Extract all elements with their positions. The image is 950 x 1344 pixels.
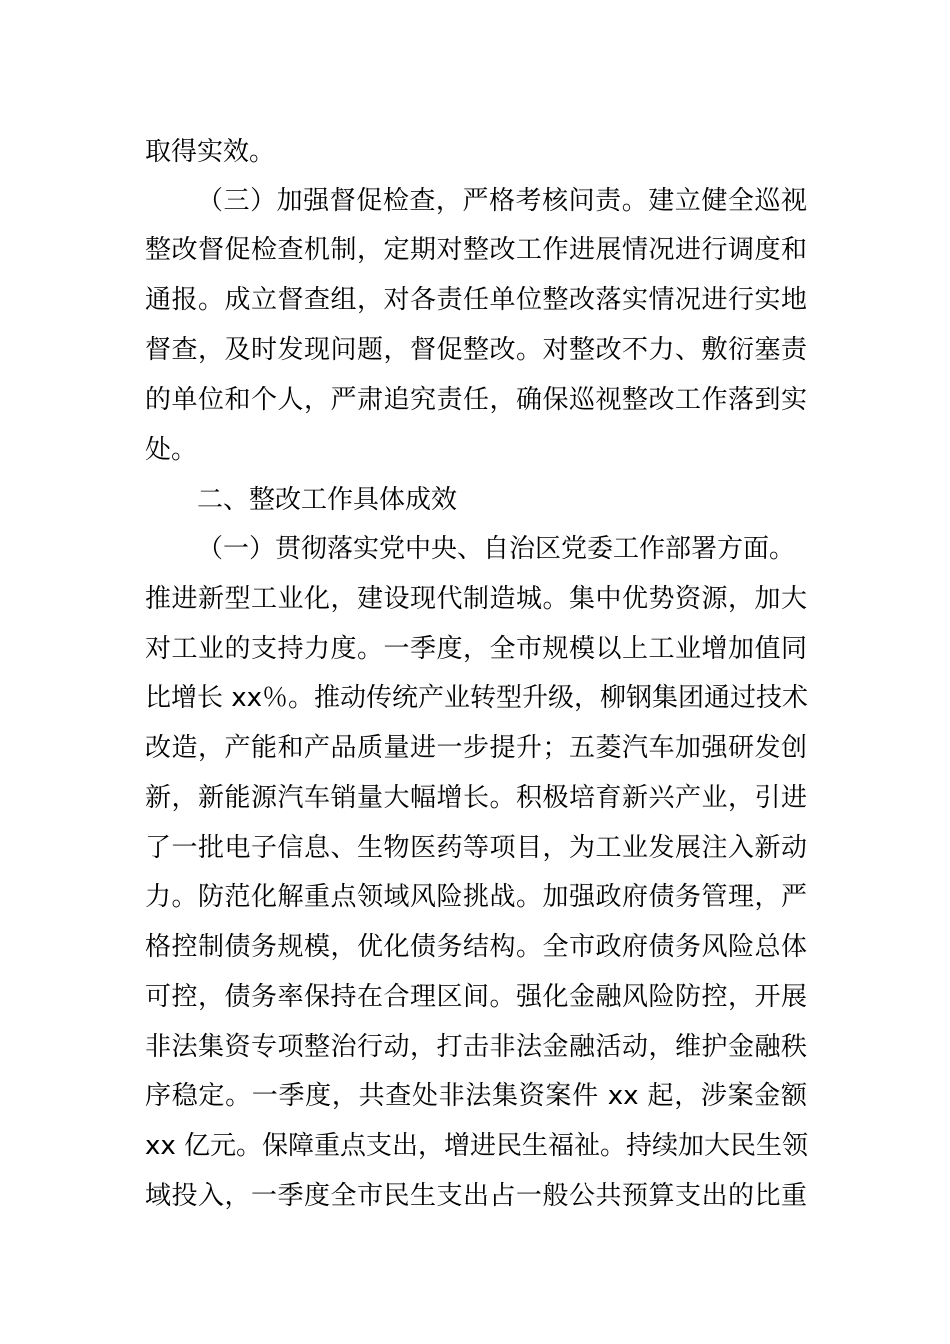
text-line: 处。 bbox=[145, 435, 198, 465]
text-line: 比增长 xx％。推动传统产业转型升级，柳钢集团通过技术 bbox=[145, 683, 809, 713]
subsection-heading: （一）贯彻落实党中央、自治区党委工作部署方面。 bbox=[197, 534, 796, 564]
text-line: 对工业的支持力度。一季度，全市规模以上工业增加值同 bbox=[145, 634, 807, 664]
text-line: 力。防范化解重点领域风险挑战。加强政府债务管理，严 bbox=[145, 882, 807, 912]
text-line: 改造，产能和产品质量进一步提升；五菱汽车加强研发创 bbox=[145, 733, 807, 763]
text-line: 推进新型工业化，建设现代制造城。集中优势资源，加大 bbox=[145, 584, 807, 614]
text-line: 新，新能源汽车销量大幅增长。积极培育新兴产业，引进 bbox=[145, 783, 807, 813]
text-line: 域投入，一季度全市民生支出占一般公共预算支出的比重 bbox=[145, 1181, 807, 1211]
text-line: 通报。成立督查组，对各责任单位整改落实情况进行实地 bbox=[145, 285, 807, 315]
text-line: 非法集资专项整治行动，打击非法金融活动，维护金融秩 bbox=[145, 1032, 807, 1062]
text-line: （三）加强督促检查，严格考核问责。建立健全巡视 bbox=[197, 186, 807, 216]
text-line: 序稳定。一季度，共查处非法集资案件 xx 起，涉案金额 bbox=[145, 1081, 807, 1111]
text-line: xx 亿元。保障重点支出，增进民生福祉。持续加大民生领 bbox=[145, 1131, 809, 1161]
text-line: 了一批电子信息、生物医药等项目，为工业发展注入新动 bbox=[145, 833, 807, 863]
text-line: 的单位和个人，严肃追究责任，确保巡视整改工作落到实 bbox=[145, 385, 807, 415]
text-line: 格控制债务规模，优化债务结构。全市政府债务风险总体 bbox=[145, 932, 807, 962]
text-line: 取得实效。 bbox=[145, 137, 276, 167]
text-line: 可控，债务率保持在合理区间。强化金融风险防控，开展 bbox=[145, 982, 807, 1012]
text-line: 督查，及时发现问题，督促整改。对整改不力、敷衍塞责 bbox=[145, 335, 807, 365]
section-heading: 二、整改工作具体成效 bbox=[197, 485, 458, 515]
text-line: 整改督促检查机制，定期对整改工作进展情况进行调度和 bbox=[145, 235, 807, 265]
